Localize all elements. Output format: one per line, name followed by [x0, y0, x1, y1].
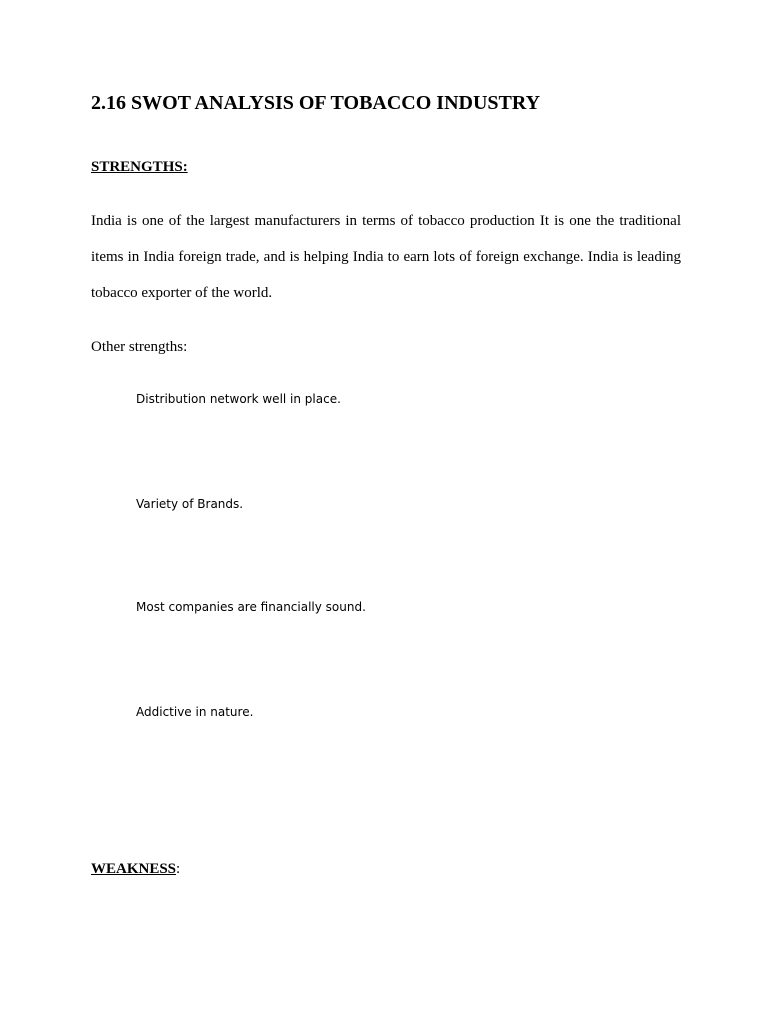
weakness-heading-text: WEAKNESS [91, 861, 177, 877]
strength-item: Most companies are financially sound. [136, 600, 366, 614]
weakness-heading [91, 861, 180, 878]
strengths-heading-text: STRENGTHS: [91, 159, 188, 175]
strengths-heading [91, 159, 188, 176]
strength-item: Addictive in nature. [136, 705, 254, 719]
page-title: 2.16 SWOT ANALYSIS OF TOBACCO INDUSTRY [91, 92, 541, 114]
strength-item: Distribution network well in place. [136, 392, 341, 406]
other-strengths-label: Other strengths: [91, 339, 188, 355]
weakness-heading-colon: : [176, 861, 181, 877]
strength-item: Variety of Brands. [136, 497, 244, 511]
strengths-intro-paragraph: India is one of the largest manufacturers in terms of tobacco production It is one the traditional items in India foreign trade, and is helping India to earn lots of foreign exchange. India is leading tobacco exporter of the world. [91, 213, 681, 301]
